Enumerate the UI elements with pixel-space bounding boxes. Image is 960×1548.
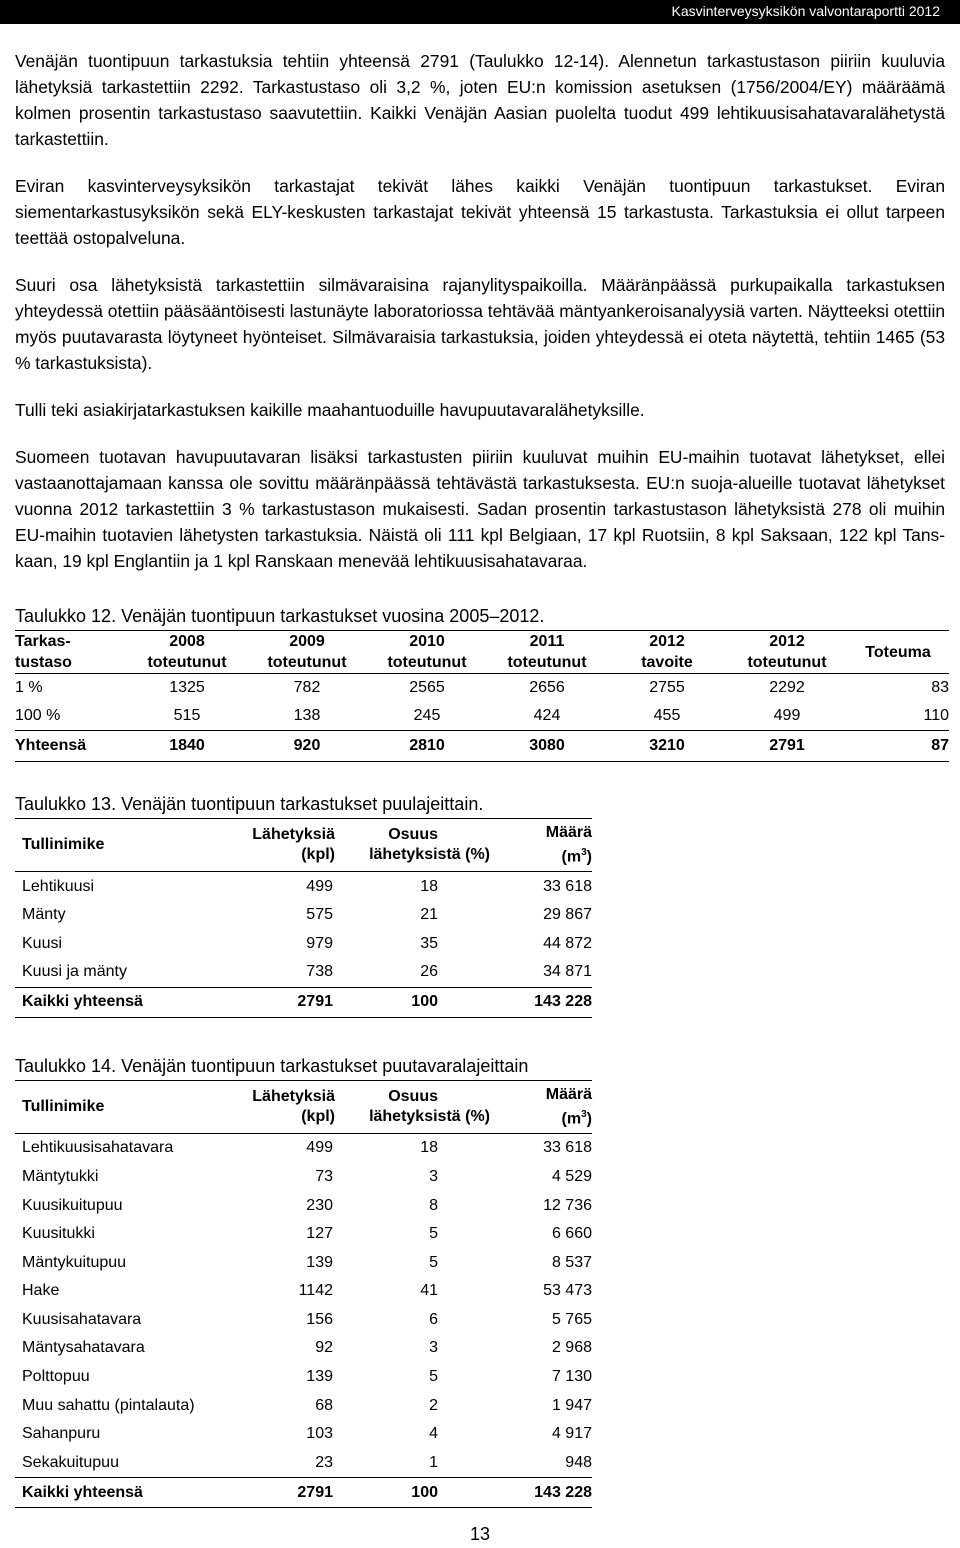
table-cell: 782 xyxy=(293,679,321,696)
table-cell: Polttopuu xyxy=(22,1368,90,1386)
table-cell: Muu sahattu (pintalauta) xyxy=(22,1396,195,1414)
table-cell: 1 947 xyxy=(551,1396,592,1414)
table-cell: 18 xyxy=(420,877,438,895)
table-cell: 12 736 xyxy=(543,1196,592,1214)
column-header: Lähetyksiä (kpl) xyxy=(252,1087,335,1125)
table-cell: 2292 xyxy=(769,679,805,696)
paragraph: Suuri osa lähetyksistä tarkastettiin silmävaraisina rajanylityspaikoilla. Määränpäässä purkupaikalla tarkastuksen yhteydessä otettiin pääsääntöisesti lastunäyte laboratoriossa tehtävää mäntyankeroisanalyysiä varten. Näytteeksi otettiin myös puutavarasta löytyneet hyönteiset. Silmävaraisia tarkastuksia, joiden yhteydessä ei oteta näytettä, tehtiin 1465 (53 % tarkastuksista). xyxy=(15,275,945,373)
column-header: Määrä $(m^3)$ xyxy=(545,824,592,866)
table-cell: 18 xyxy=(420,1139,438,1157)
table-cell: 127 xyxy=(306,1225,333,1243)
table-cell: 499 xyxy=(773,707,801,724)
table-cell: 920 xyxy=(293,737,321,754)
table-cell: 4 529 xyxy=(551,1167,592,1185)
paragraph: Suomeen tuotavan havupuutavaran lisäksi tarkastusten piiriin kuuluvat muihin EU-maihin tuotavat lähetykset, ellei vastaanottajamaan kanssa ole sovittu määränpäässä tehtävästä tarkastuksesta. EU:n suoja-alueille tuotavat lähetykset vuonna 2012 tarkastettiin 3 % tarkastustason mukaisesti. Sadan prosentin tarkastustason lähetyksistä 278 oli muihin EU-maihin tuotavien lähetysten tarkastuksia. Näistä oli 111 kpl Belgiaan, 17 kpl Ruotsiin, 8 kpl Saksaan, 122 kpl Tanskaan, 19 kpl Englantiin ja 1 kpl Ranskaan menevää lehtikuusisahatavaraa. xyxy=(15,447,945,571)
table-cell: 515 xyxy=(173,707,201,724)
column-header: 2012 tavoite xyxy=(641,633,693,671)
paragraph: Venäjän tuontipuun tarkastuksia tehtiin yhteensä 2791 (Taulukko 12-14). Alennetun tarkastustason piiriin kuuluvia lähetyksiä tarkastettiin 2292. Tarkastustaso oli 3,2 %, joten EU:n komission asetuksen (1756/2004/EY) määräämä kolmen prosentin tarkastustaso saavutettiin. Kaikki Venäjän Aasian puolelta tuodut 499 lehtikuusisahatavaralähetystä tarkastettiin. xyxy=(15,51,945,149)
table-cell: 110 xyxy=(923,707,949,724)
table-row xyxy=(15,674,949,703)
table-cell: 100 % xyxy=(15,707,61,724)
table-cell: 948 xyxy=(565,1453,592,1471)
table-cell: 6 660 xyxy=(551,1225,592,1243)
table-cell: 1 xyxy=(429,1453,438,1471)
table-cell: Kuusisahatavara xyxy=(22,1310,142,1328)
table-cell: 35 xyxy=(420,934,438,952)
table-cell: 979 xyxy=(306,934,333,952)
table-cell: 29 867 xyxy=(543,906,592,924)
table-cell: 8 xyxy=(429,1196,438,1214)
table-cell: 100 xyxy=(411,1483,438,1501)
table-cell: 33 618 xyxy=(543,1139,592,1157)
page-number: 13 xyxy=(469,1524,491,1544)
table-cell: 139 xyxy=(306,1253,333,1271)
table-cell: 41 xyxy=(420,1282,438,1300)
table-row xyxy=(15,1248,592,1277)
table-cell: 2565 xyxy=(409,679,445,696)
table-cell: 2656 xyxy=(529,679,565,696)
column-header: Lähetyksiä (kpl) xyxy=(252,826,335,864)
table-13 xyxy=(15,818,592,1018)
column-header: Tarkas- tustaso xyxy=(15,633,72,671)
table-cell: 103 xyxy=(306,1425,333,1443)
table-cell: Mäntysahatavara xyxy=(22,1339,145,1357)
table-cell: 143 228 xyxy=(534,1483,592,1501)
column-header: 2010 toteutunut xyxy=(387,633,467,671)
table-row xyxy=(15,702,949,731)
table-cell: 34 871 xyxy=(543,963,592,981)
table-cell: 5 765 xyxy=(551,1310,592,1328)
column-header: Tullinimike xyxy=(22,1097,105,1115)
table-12 xyxy=(15,630,949,762)
table-cell: Mäntykuitupuu xyxy=(22,1253,127,1271)
table-row xyxy=(15,958,592,987)
table-cell: 1325 xyxy=(169,679,205,696)
table-row xyxy=(15,1306,592,1335)
table-cell: 1142 xyxy=(298,1282,333,1300)
table-cell: 156 xyxy=(306,1310,333,1328)
column-header: 2012 toteutunut xyxy=(747,633,827,671)
column-header: Toteuma xyxy=(865,643,931,661)
table-cell: 4 xyxy=(429,1425,438,1443)
table-row xyxy=(15,1134,592,1163)
table-cell: 139 xyxy=(306,1368,333,1386)
table-cell: 87 xyxy=(931,737,949,754)
table-14 xyxy=(15,1080,592,1508)
table-cell: 68 xyxy=(315,1396,333,1414)
table13-caption: Taulukko 13. Venäjän tuontipuun tarkastukset puulajeittain. xyxy=(15,794,484,814)
table-cell: Yhteensä xyxy=(15,737,87,754)
table-row xyxy=(15,1334,592,1363)
table-row xyxy=(15,1220,592,1249)
page-header xyxy=(0,0,960,24)
table-cell: 44 872 xyxy=(543,934,592,952)
table-cell: Lehtikuusisahatavara xyxy=(22,1139,174,1157)
paragraph: Eviran kasvinterveysyksikön tarkastajat tekivät lähes kaikki Venäjän tuontipuun tarkastukset. Eviran siementarkastusyksikön sekä ELY-keskusten tarkastajat tekivät yhteensä 15 tarkastusta. Tarkastuksia ei ollut tarpeen teettää ostopalveluna. xyxy=(15,176,945,248)
table-cell: 138 xyxy=(293,707,321,724)
table-cell: 4 917 xyxy=(551,1425,592,1443)
table-cell: 33 618 xyxy=(543,877,592,895)
table-cell: 5 xyxy=(429,1253,438,1271)
table-cell: 575 xyxy=(306,906,333,924)
table-cell: 3 xyxy=(429,1339,438,1357)
table-cell: 499 xyxy=(306,1139,333,1157)
table-cell: 73 xyxy=(315,1167,333,1185)
table-cell: Sahanpuru xyxy=(22,1425,101,1443)
table-cell: Sekakuitupuu xyxy=(22,1453,119,1471)
table-cell: 499 xyxy=(306,877,333,895)
table-cell: 83 xyxy=(931,679,949,696)
table-cell: 230 xyxy=(306,1196,333,1214)
table-cell: Hake xyxy=(22,1282,60,1300)
column-header: 2011 toteutunut xyxy=(507,633,587,671)
column-header: Määrä $(m^3)$ xyxy=(545,1085,592,1128)
table-cell: Kaikki yhteensä xyxy=(22,1483,143,1501)
table-cell: 8 537 xyxy=(551,1253,592,1271)
table-cell: 7 130 xyxy=(551,1368,592,1386)
table-cell: Lehtikuusi xyxy=(22,877,95,895)
table-cell: 2791 xyxy=(769,737,805,754)
table-cell: 92 xyxy=(315,1339,333,1357)
header-title: Kasvinterveysyksikön valvontaraportti 2012 xyxy=(671,3,940,19)
table-cell: Kaikki yhteensä xyxy=(22,993,143,1011)
table-cell: Kuusitukki xyxy=(22,1225,95,1243)
table-cell: Mäntytukki xyxy=(22,1167,99,1185)
table-cell: 3210 xyxy=(649,737,685,754)
column-header: Osuus lähetyksistä (%) xyxy=(369,1087,490,1125)
table-cell: 424 xyxy=(533,707,561,724)
table-cell: 3 xyxy=(429,1167,438,1185)
table-cell: 2755 xyxy=(649,679,685,696)
table-cell: 100 xyxy=(411,993,438,1011)
table-header-row xyxy=(15,631,949,674)
table-row xyxy=(15,930,592,959)
column-header: 2009 toteutunut xyxy=(267,633,347,671)
table-cell: 1840 xyxy=(169,737,205,754)
table-row xyxy=(15,1363,592,1392)
table12-caption: Taulukko 12. Venäjän tuontipuun tarkastukset vuosina 2005–2012. xyxy=(15,606,545,626)
table-total-row xyxy=(15,731,949,762)
table-cell: Kuusikuitupuu xyxy=(22,1196,123,1214)
table-cell: 6 xyxy=(429,1310,438,1328)
table-cell: Mänty xyxy=(22,906,66,924)
table-row xyxy=(15,1191,592,1220)
table-cell: 3080 xyxy=(529,737,565,754)
table-cell: 23 xyxy=(315,1453,333,1471)
column-header: Osuus lähetyksistä (%) xyxy=(369,826,490,864)
table-total-row xyxy=(15,987,592,1017)
table-row xyxy=(15,901,592,930)
paragraph: Tulli teki asiakirjatarkastuksen kaikille maahantuoduille havupuutavaralähetyksille. xyxy=(15,400,645,420)
table-cell: Kuusi xyxy=(22,934,63,952)
table-cell: 2 xyxy=(429,1396,438,1414)
table-cell: 53 473 xyxy=(543,1282,592,1300)
table-total-row xyxy=(15,1478,592,1508)
table14-caption: Taulukko 14. Venäjän tuontipuun tarkastukset puutavaralajeittain xyxy=(15,1055,529,1076)
table-cell: 1 % xyxy=(15,679,43,696)
table-cell: 455 xyxy=(653,707,681,724)
table-cell: 2 968 xyxy=(551,1339,592,1357)
column-header: 2008 toteutunut xyxy=(147,633,227,671)
table-cell: 26 xyxy=(420,963,438,981)
table-cell: 245 xyxy=(413,707,441,724)
column-header: Tullinimike xyxy=(22,836,105,854)
table-header-row xyxy=(15,819,592,872)
table-row xyxy=(15,1449,592,1478)
table-row xyxy=(15,872,592,901)
table-cell: Kuusi ja mänty xyxy=(22,963,127,981)
table-cell: 5 xyxy=(429,1225,438,1243)
table-cell: 21 xyxy=(420,906,438,924)
table-cell: 738 xyxy=(306,963,333,981)
table-cell: 2791 xyxy=(297,993,333,1011)
table-row xyxy=(15,1163,592,1192)
table-cell: 2810 xyxy=(409,737,445,754)
document-body xyxy=(15,48,949,1508)
table-cell: 2791 xyxy=(297,1483,333,1501)
table-row xyxy=(15,1277,592,1306)
table-row xyxy=(15,1420,592,1449)
table-row xyxy=(15,1391,592,1420)
table-cell: 143 228 xyxy=(534,993,592,1011)
table-header-row xyxy=(15,1080,592,1133)
table-cell: 5 xyxy=(429,1368,438,1386)
